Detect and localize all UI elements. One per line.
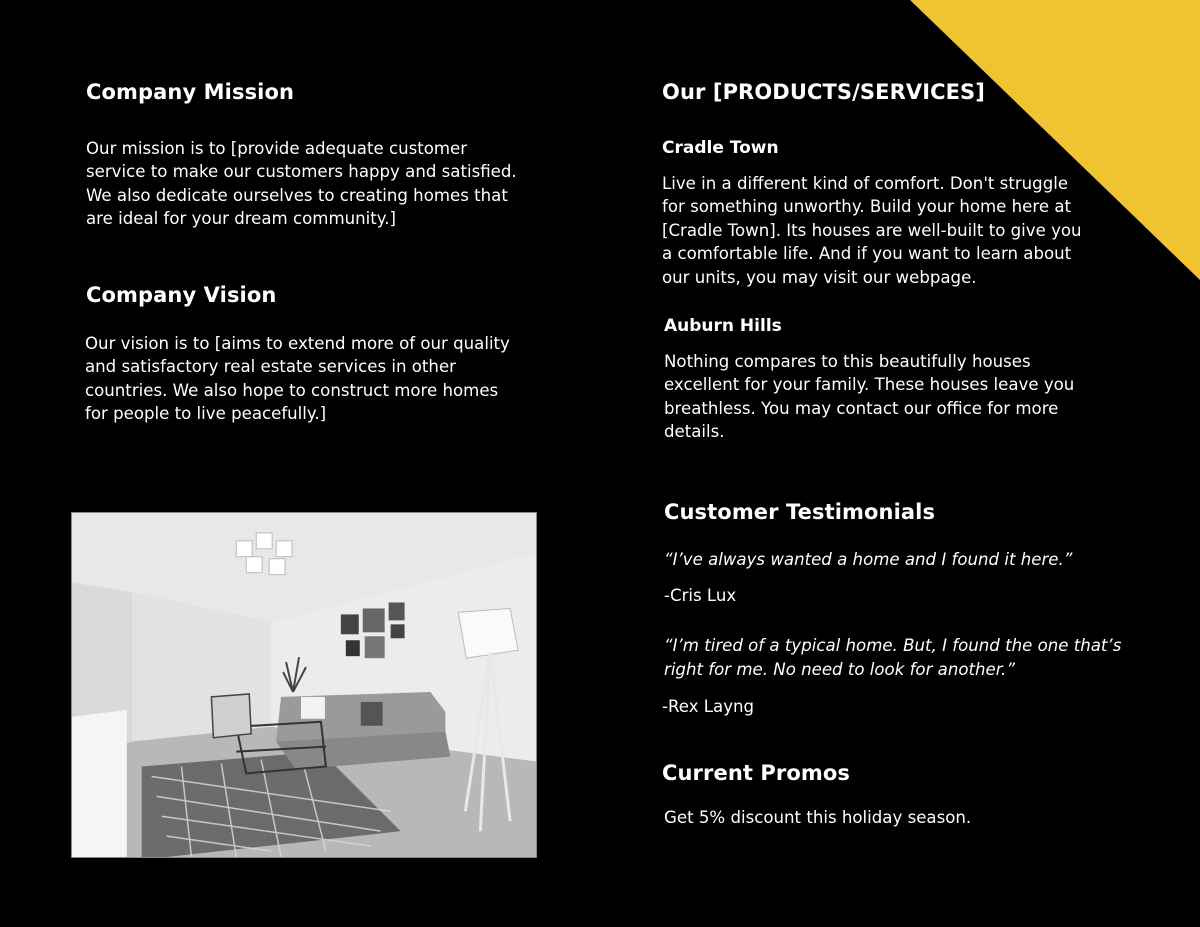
vision-line: countries. We also hope to construct more homes: [85, 380, 499, 400]
product-description-auburn-hills: [664, 350, 1114, 444]
mission-heading: Company Mission: [86, 80, 295, 104]
vision-text: [85, 332, 535, 426]
quote-line: “I’ve always wanted a home and I found it here.”: [664, 550, 1073, 569]
product-line: [Cradle Town]. Its houses are well-built to give you: [662, 220, 1082, 240]
mission-text: [86, 137, 536, 231]
product-line: excellent for your family. These houses leave you: [664, 375, 1075, 395]
mission-line: are ideal for your dream community.]: [86, 209, 396, 229]
vision-line: and satisfactory real estate services in other: [85, 357, 456, 377]
mission-line: Our mission is to [provide adequate customer: [86, 139, 468, 158]
testimonial-quote: [664, 634, 1134, 682]
promos-heading: Current Promos: [662, 761, 851, 785]
product-line: details.: [664, 422, 725, 442]
product-line: breathless. You may contact our office for more: [664, 398, 1059, 418]
testimonials-heading: Customer Testimonials: [664, 500, 936, 524]
testimonial-author: -Rex Layng: [662, 697, 755, 716]
testimonial-quote: [664, 548, 1124, 572]
product-title-cradle-town: Cradle Town: [662, 138, 779, 158]
product-line: Live in a different kind of comfort. Don't struggle: [662, 174, 1069, 193]
quote-line: right for me. No need to look for another.”: [664, 660, 1015, 679]
product-line: a comfortable life. And if you want to learn about: [662, 244, 1072, 264]
living-room-photo: [71, 512, 537, 858]
quote-line: “I’m tired of a typical home. But, I found the one that’s: [664, 636, 1122, 655]
product-title-auburn-hills: Auburn Hills: [664, 316, 782, 336]
vision-line: Our vision is to [aims to extend more of our quality: [85, 334, 510, 353]
product-line: for something unworthy. Build your home here at: [662, 197, 1072, 217]
product-line: our units, you may visit our webpage.: [662, 267, 977, 287]
mission-line: We also dedicate ourselves to creating homes that: [86, 185, 508, 205]
products-heading: Our [PRODUCTS/SERVICES]: [662, 80, 985, 104]
mission-line: service to make our customers happy and satisfied.: [86, 162, 517, 182]
vision-line: for people to live peacefully.]: [85, 404, 327, 424]
testimonial-author: -Cris Lux: [664, 586, 737, 605]
product-line: Nothing compares to this beautifully houses: [664, 352, 1031, 371]
vision-heading: Company Vision: [86, 283, 277, 307]
product-description-cradle-town: [662, 172, 1112, 289]
living-room-illustration: [72, 513, 536, 857]
promos-text: Get 5% discount this holiday season.: [664, 808, 972, 827]
